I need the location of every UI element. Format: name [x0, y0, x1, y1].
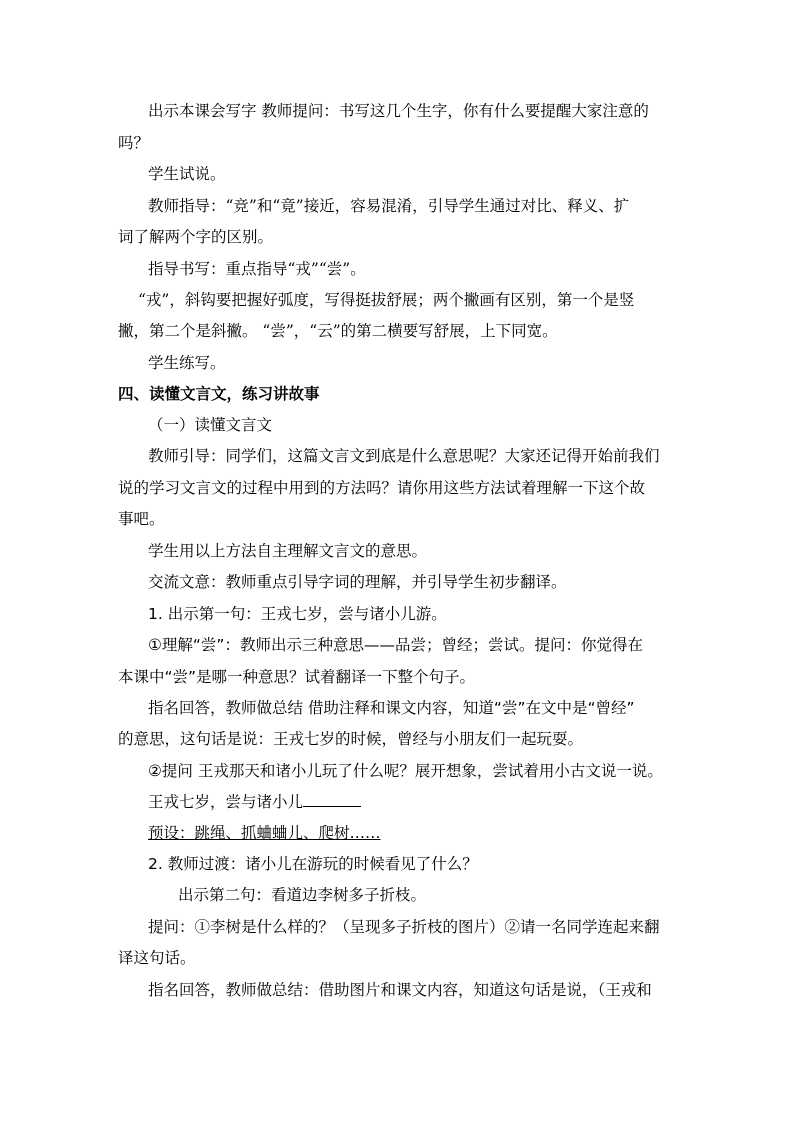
paragraph-line: 出示本课会写字 教师提问：书写这几个生字，你有什么要提醒大家注意的 [148, 102, 649, 120]
paragraph-line: 本课中“尝”是哪一种意思？试着翻译一下整个句子。 [118, 668, 476, 686]
paragraph-line: 出示第二句：看道边李树多子折枝。 [178, 886, 427, 904]
subsection-heading: （一）读懂文言文 [148, 416, 273, 434]
preset-answer-text: 预设：跳绳、抓蛐蛐儿、爬树…… [148, 824, 381, 842]
paragraph-line: 的意思，这句话是说：王戎七岁的时候，曾经与小朋友们一起玩耍。 [118, 730, 584, 748]
paragraph-line: 提问：①李树是什么样的？（呈现多子折枝的图片）②请一名同学连起来翻 [148, 918, 660, 936]
paragraph-line: 2. 教师过渡：诸小儿在游玩的时候看见了什么？ [148, 855, 478, 873]
paragraph-line: 译这句话。 [118, 949, 196, 967]
paragraph-line: 吗？ [118, 134, 150, 152]
paragraph-line: 说的学习文言文的过程中用到的方法吗？请你用这些方法试着理解一下这个故 [118, 479, 646, 497]
paragraph-line: 教师引导：同学们，这篇文言文到底是什么意思呢？大家还记得开始前我们 [148, 447, 660, 465]
fill-blank-line [0, 792, 794, 812]
paragraph-line: 指名回答，教师做总结 借助注释和课文内容，知道“尝”在文中是“曾经” [148, 699, 635, 717]
paragraph-line: 指名回答，教师做总结：借助图片和课文内容，知道这句话是说，（王戎和 [148, 981, 652, 999]
paragraph-line: 学生练写。 [148, 354, 226, 372]
paragraph-line: 事吧。 [118, 510, 165, 528]
paragraph-line: 学生用以上方法自主理解文言文的意思。 [148, 542, 428, 560]
paragraph-line: 教师指导：“竞”和“竟”接近，容易混淆，引导学生通过对比、释义、扩 [148, 197, 630, 215]
paragraph-line: 学生试说。 [148, 165, 226, 183]
paragraph-line: 1. 出示第一句：王戎七岁，尝与诸小儿游。 [148, 605, 447, 623]
preset-answer [0, 823, 794, 843]
section-heading: 四、读懂文言文，练习讲故事 [118, 385, 320, 403]
paragraph-line: 词了解两个字的区别。 [118, 228, 274, 246]
paragraph-line: “戎”，斜钩要把握好弧度，写得挺拔舒展；两个撇画有区别，第一个是竖 [138, 291, 635, 309]
fill-blank-underline [303, 792, 361, 807]
paragraph-line: 撇，第二个是斜撇。 “尝”，“云”的第二横要写舒展，上下同宽。 [118, 322, 558, 340]
paragraph-line: 指导书写：重点指导“戎”“尝”。 [148, 260, 366, 278]
paragraph-line: 交流文意：教师重点引导字词的理解，并引导学生初步翻译。 [148, 573, 567, 591]
paragraph-line: ②提问 王戎那天和诸小儿玩了什么呢？展开想象，尝试着用小古文说一说。 [148, 762, 663, 780]
paragraph-line: ①理解“尝”：教师出示三种意思——品尝；曾经；尝试。提问：你觉得在 [148, 636, 643, 654]
fill-blank-text: 王戎七岁，尝与诸小儿 [148, 793, 304, 811]
